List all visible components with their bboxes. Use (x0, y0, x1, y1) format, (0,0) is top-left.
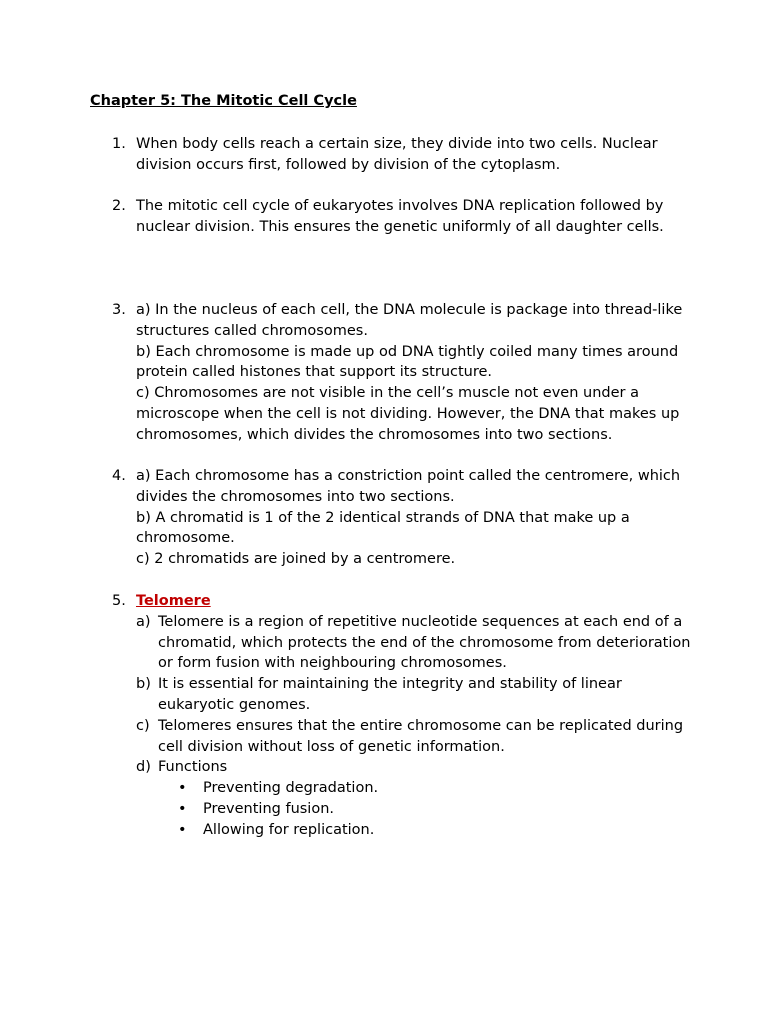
list-item-text: The mitotic cell cycle of eukaryotes involves DNA replication followed by nuclear division. This ensures the genetic uniformly of all daughter cells. (136, 198, 664, 235)
bullet-text: Preventing degradation. (203, 780, 379, 797)
subitem-letter: c) (136, 717, 150, 734)
subitem-a (136, 612, 692, 674)
list-item-5 (112, 591, 692, 841)
list-item-part-a: a) Each chromosome has a constriction point called the centromere, which divides the chromosomes into two sections. (136, 468, 681, 505)
list-item-number: 3. (112, 302, 126, 318)
list-item-body (136, 591, 692, 841)
list-item-number: 1. (112, 136, 126, 152)
bullet-text: Preventing fusion. (203, 800, 335, 817)
bullet-text: Allowing for replication. (203, 821, 375, 838)
list-item-text: When body cells reach a certain size, they divide into two cells. Nuclear division occurs first, followed by division of the cytoplasm. (136, 136, 658, 173)
bullet-item (158, 820, 692, 841)
telomere-heading: Telomere (136, 593, 211, 609)
list-item-body (136, 300, 692, 446)
subitem-letter: a) (136, 613, 151, 630)
list-item-1 (112, 134, 692, 176)
list-item-2 (112, 196, 692, 238)
list-item-part-b: b) Each chromosome is made up od DNA tightly coiled many times around protein called histones that support its structure. (136, 343, 679, 381)
bullet-icon: • (178, 780, 187, 797)
list-item-body (136, 466, 692, 570)
subitem-text: Telomere is a region of repetitive nucleotide sequences at each end of a chromatid, which protects the end of the chromosome from deterioration or form fusion with neighbouring chromosomes. (158, 613, 691, 672)
list-item-number: 5. (112, 593, 126, 609)
subitem-text: It is essential for maintaining the integrity and stability of linear eukaryotic genomes. (158, 676, 622, 713)
bullet-icon: • (178, 800, 187, 817)
subitem-c (136, 716, 692, 758)
functions-bullet-list (136, 778, 692, 840)
bullet-icon: • (178, 821, 187, 838)
subitem-letter: b) (136, 676, 151, 693)
list-item-part-b: b) A chromatid is 1 of the 2 identical strands of DNA that make up a chromosome. (136, 509, 630, 547)
subitem-text: Functions (158, 759, 228, 776)
bullet-item (158, 778, 692, 799)
subitem-text: Telomeres ensures that the entire chromosome can be replicated during cell division without loss of genetic information. (158, 717, 684, 755)
subitem-letter: d) (136, 759, 151, 776)
list-item-part-a: a) In the nucleus of each cell, the DNA molecule is package into thread-like structures called chromosomes. (136, 302, 683, 339)
subitem-b (136, 674, 692, 716)
list-item-3 (112, 300, 692, 446)
list-item-number: 4. (112, 468, 126, 484)
list-item-4 (112, 466, 692, 570)
list-item-part-c: c) Chromosomes are not visible in the cell’s muscle not even under a microscope when the cell is not dividing. However, the DNA that makes up chromosomes, which divides the chromosomes into two sections. (136, 385, 680, 443)
bullet-item (158, 799, 692, 820)
page-title: Chapter 5: The Mitotic Cell Cycle (90, 93, 357, 109)
list-item-number: 2. (112, 198, 126, 214)
list-item-part-c: c) 2 chromatids are joined by a centromere. (136, 551, 456, 568)
subitem-d (136, 757, 692, 778)
